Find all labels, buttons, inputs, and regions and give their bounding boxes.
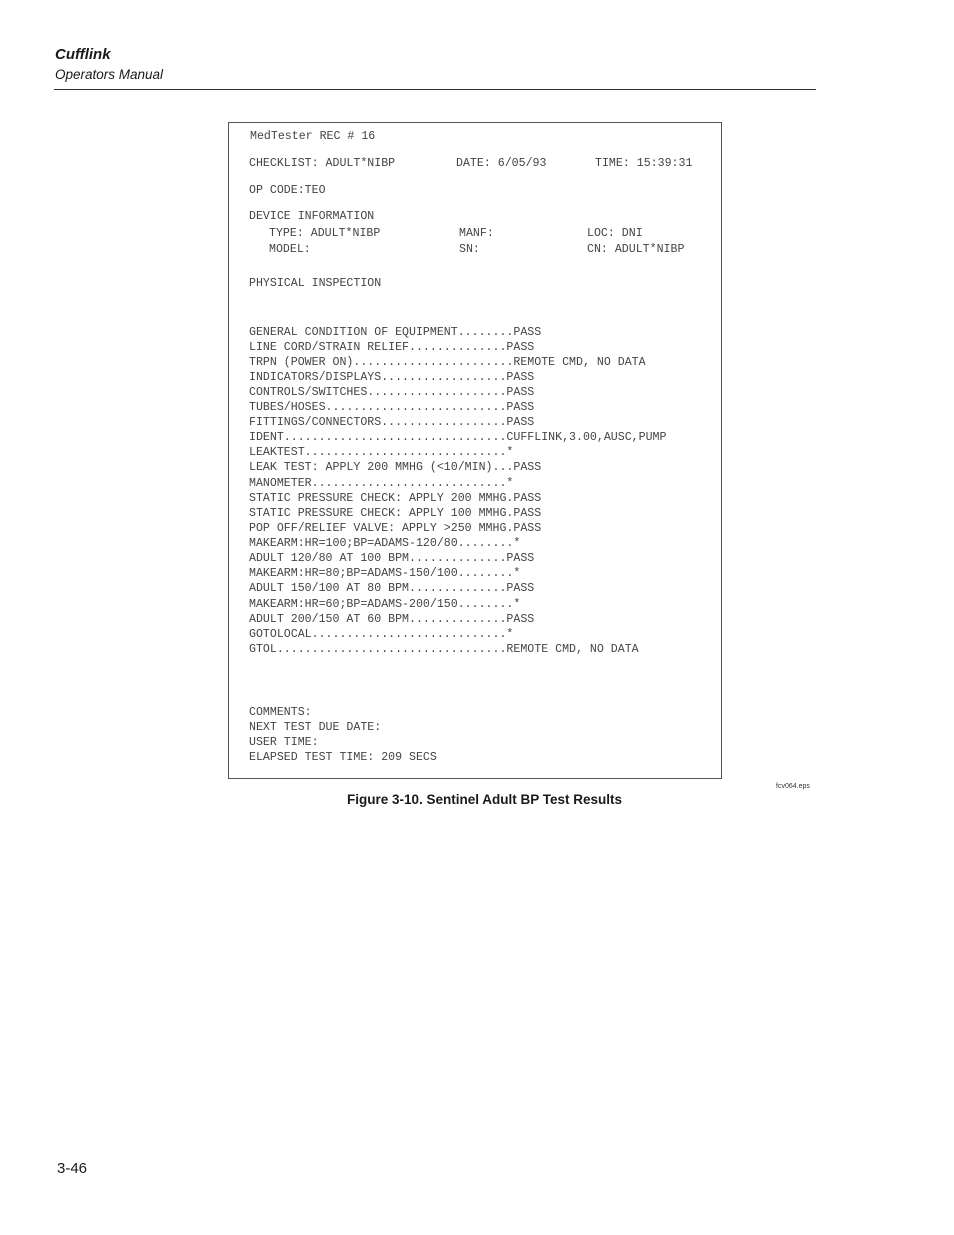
record-number: MedTester REC # 16	[250, 130, 376, 143]
device-model: MODEL:	[269, 243, 311, 256]
result-line: MAKEARM:HR=80;BP=ADAMS-150/100........*	[249, 567, 521, 580]
device-cn: CN: ADULT*NIBP	[587, 243, 685, 256]
date-value: DATE: 6/05/93	[456, 157, 547, 170]
result-line: MANOMETER............................*	[249, 477, 514, 490]
result-line: MAKEARM:HR=100;BP=ADAMS-120/80........*	[249, 537, 521, 550]
result-line: GTOL.................................REMOTE CMD, NO DATA	[249, 643, 639, 656]
device-loc: LOC: DNI	[587, 227, 643, 240]
manual-title: Cufflink	[55, 46, 111, 63]
result-line: LINE CORD/STRAIN RELIEF..............PASS	[249, 341, 535, 354]
device-sn: SN:	[459, 243, 480, 256]
result-line: STATIC PRESSURE CHECK: APPLY 100 MMHG.PASS	[249, 507, 542, 520]
result-line: ADULT 120/80 AT 100 BPM..............PASS	[249, 552, 535, 565]
device-manf: MANF:	[459, 227, 494, 240]
result-line: GOTOLOCAL............................*	[249, 628, 514, 641]
result-line: ADULT 150/100 AT 80 BPM..............PASS	[249, 582, 535, 595]
checklist-line: CHECKLIST: ADULT*NIBP	[249, 157, 396, 170]
user-time: USER TIME:	[249, 736, 319, 749]
next-test-due-date: NEXT TEST DUE DATE:	[249, 721, 382, 734]
elapsed-test-time: ELAPSED TEST TIME: 209 SECS	[249, 751, 437, 764]
result-line: LEAK TEST: APPLY 200 MMHG (<10/MIN)...PASS	[249, 461, 542, 474]
result-line: CONTROLS/SWITCHES....................PASS	[249, 386, 535, 399]
device-info-heading: DEVICE INFORMATION	[249, 210, 375, 223]
result-line: POP OFF/RELIEF VALVE: APPLY >250 MMHG.PASS	[249, 522, 542, 535]
comments-label: COMMENTS:	[249, 706, 312, 719]
result-line: GENERAL CONDITION OF EQUIPMENT........PASS	[249, 326, 542, 339]
page-number: 3-46	[57, 1160, 88, 1177]
header-divider	[54, 89, 816, 90]
result-line: MAKEARM:HR=60;BP=ADAMS-200/150........*	[249, 598, 521, 611]
result-line: INDICATORS/DISPLAYS..................PASS	[249, 371, 535, 384]
device-type: TYPE: ADULT*NIBP	[269, 227, 381, 240]
result-line: STATIC PRESSURE CHECK: APPLY 200 MMHG.PASS	[249, 492, 542, 505]
result-line: FITTINGS/CONNECTORS..................PASS	[249, 416, 535, 429]
result-line: TUBES/HOSES..........................PASS	[249, 401, 535, 414]
time-value: TIME: 15:39:31	[595, 157, 693, 170]
test-results-printout	[228, 122, 722, 779]
result-line: LEAKTEST.............................*	[249, 446, 514, 459]
figure-caption: Figure 3-10. Sentinel Adult BP Test Results	[347, 792, 623, 807]
result-line: IDENT................................CUFFLINK,3.00,AUSC,PUMP	[249, 431, 667, 444]
op-code: OP CODE:TEO	[249, 184, 326, 197]
figure-file-tag: fcv064.eps	[776, 783, 810, 790]
result-line: ADULT 200/150 AT 60 BPM..............PASS	[249, 613, 535, 626]
manual-subtitle: Operators Manual	[55, 67, 164, 82]
result-line: TRPN (POWER ON).......................REMOTE CMD, NO DATA	[249, 356, 646, 369]
physical-inspection-heading: PHYSICAL INSPECTION	[249, 277, 382, 290]
